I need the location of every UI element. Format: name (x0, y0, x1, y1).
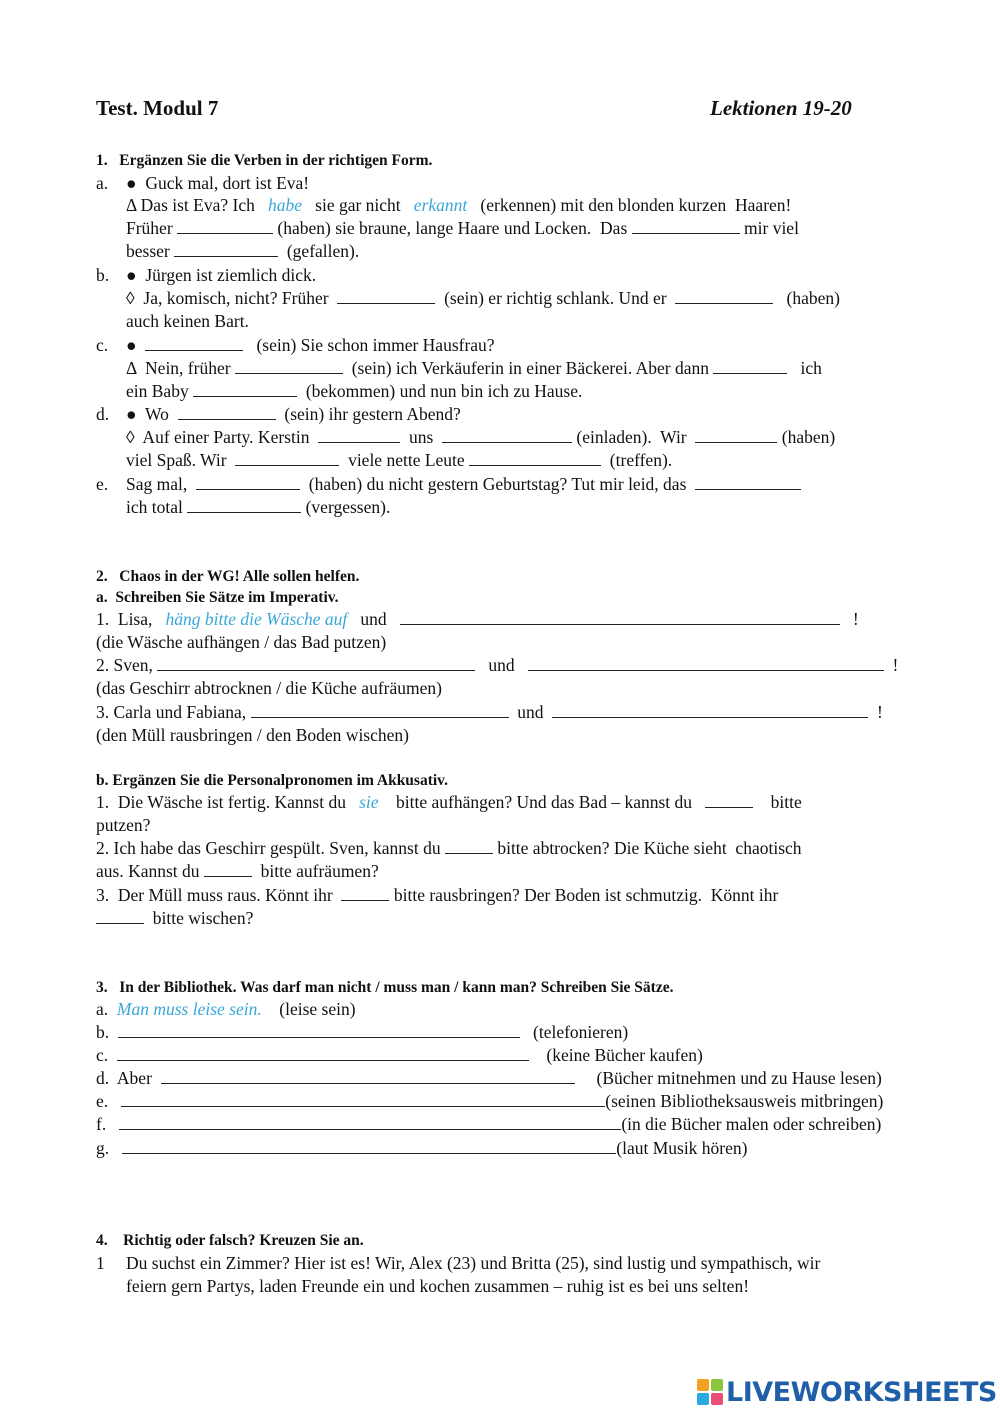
item-1a-line1: ● Guck mal, dort ist Eva! (126, 173, 310, 193)
blank-input[interactable] (337, 287, 435, 304)
pronoun-3-line1: 3. Der Müll muss raus. Könnt ihr bitte rausbringen? Der Boden ist schmutzig. Könnt ihr (96, 885, 779, 905)
item-1e-label: e. (96, 474, 109, 494)
text-1-line2: feiern gern Partys, laden Freunde ein und kochen zusammen – ruhig ist es bei uns selten! (126, 1276, 750, 1296)
item-1c-line1: ● (sein) Sie schon immer Hausfrau? (126, 335, 495, 355)
blank-input[interactable] (695, 473, 801, 490)
item-1d-line3: viel Spaß. Wir viele nette Leute (treffen). (126, 450, 673, 470)
item-1d-line2: ◊ Auf einer Party. Kerstin uns (einladen). Wir (haben) (126, 427, 836, 447)
pronoun-2-line1: 2. Ich habe das Geschirr gespült. Sven, kannst du bitte abtrocken? Die Küche sieht chaotisch (96, 838, 802, 858)
item-1a-label: a. (96, 173, 109, 193)
logo-square (711, 1393, 723, 1405)
library-row-g: g. (laut Musik hören) (96, 1138, 748, 1158)
pronoun-1-line1: 1. Die Wäsche ist fertig. Kannst du sie bitte aufhängen? Und das Bad – kannst du bitte (96, 792, 802, 812)
item-1e-line2: ich total (vergessen). (126, 497, 391, 517)
blank-input[interactable] (118, 1021, 520, 1038)
item-1b-line3: auch keinen Bart. (126, 311, 249, 331)
item-1c-line3: ein Baby (bekommen) und nun bin ich zu Hause. (126, 381, 583, 401)
library-row-a: a. Man muss leise sein. (leise sein) (96, 999, 356, 1019)
page-title: Test. Modul 7 (96, 96, 219, 120)
library-row-e: e. (seinen Bibliotheksausweis mitbringen) (96, 1091, 884, 1111)
blank-input[interactable] (251, 701, 509, 718)
imperative-hint-1: (die Wäsche aufhängen / das Bad putzen) (96, 632, 387, 652)
liveworksheets-logo (697, 1377, 997, 1407)
item-1c-line2: Δ Nein, früher (sein) ich Verkäuferin in einer Bäckerei. Aber dann ich (126, 358, 822, 378)
answer-habe: habe (267, 195, 303, 215)
blank-input[interactable] (341, 884, 389, 901)
blank-input[interactable] (193, 380, 297, 397)
logo-square (697, 1393, 709, 1405)
lessons-label: Lektionen 19-20 (710, 96, 852, 120)
blank-input[interactable] (235, 357, 343, 374)
item-1a-line2: Δ Das ist Eva? Ich habe sie gar nicht erkannt (erkennen) mit den blonden kurzen Haaren! (126, 195, 792, 215)
item-1b-line2: ◊ Ja, komisch, nicht? Früher (sein) er richtig schlank. Und er (haben) (126, 288, 840, 308)
logo-squares-icon (697, 1379, 723, 1405)
blank-input[interactable] (96, 907, 144, 924)
item-1c-label: c. (96, 335, 109, 355)
item-1b-line1: ● Jürgen ist ziemlich dick. (126, 265, 317, 285)
section-1-heading: 1. Ergänzen Sie die Verben in der richtigen Form. (96, 152, 433, 169)
blank-input[interactable] (445, 837, 493, 854)
blank-input[interactable] (552, 701, 868, 718)
blank-input[interactable] (713, 357, 787, 374)
imperative-row-1: 1. Lisa, häng bitte die Wäsche auf und ! (96, 609, 859, 629)
logo-square (697, 1379, 709, 1391)
blank-input[interactable] (161, 1067, 575, 1084)
pronoun-1-line2: putzen? (96, 815, 151, 835)
pronoun-2-line2: aus. Kannst du bitte aufräumen? (96, 861, 379, 881)
blank-input[interactable] (117, 1044, 529, 1061)
blank-input[interactable] (705, 791, 753, 808)
blank-input[interactable] (122, 1137, 616, 1154)
blank-input[interactable] (187, 496, 301, 513)
blank-input[interactable] (675, 287, 773, 304)
answer-sie: sie (359, 792, 379, 812)
imperative-row-3: 3. Carla und Fabiana, und ! (96, 702, 883, 722)
item-1d-line1: ● Wo (sein) ihr gestern Abend? (126, 404, 461, 424)
text-1-number: 1 (96, 1253, 105, 1273)
imperative-hint-3: (den Müll rausbringen / den Boden wischen) (96, 725, 409, 745)
logo-square (711, 1379, 723, 1391)
item-1a-line4: besser (gefallen). (126, 241, 360, 261)
blank-input[interactable] (178, 403, 276, 420)
blank-input[interactable] (632, 217, 740, 234)
section-2-heading: 2. Chaos in der WG! Alle sollen helfen. (96, 568, 360, 585)
blank-input[interactable] (318, 426, 400, 443)
blank-input[interactable] (204, 860, 252, 877)
item-1d-label: d. (96, 404, 110, 424)
blank-input[interactable] (235, 449, 339, 466)
blank-input[interactable] (400, 608, 840, 625)
library-row-b: b. (telefonieren) (96, 1022, 629, 1042)
answer-leise: Man muss leise sein. (116, 999, 262, 1019)
blank-input[interactable] (442, 426, 572, 443)
imperative-hint-2: (das Geschirr abtrocknen / die Küche aufräumen) (96, 678, 442, 698)
item-1a-line3: Früher (haben) sie braune, lange Haare und Locken. Das mir viel (126, 218, 799, 238)
answer-erkannt: erkannt (413, 195, 468, 215)
blank-input[interactable] (469, 449, 601, 466)
section-2a-heading: a. Schreiben Sie Sätze im Imperativ. (96, 589, 339, 606)
blank-input[interactable] (177, 217, 273, 234)
blank-input[interactable] (528, 654, 884, 671)
blank-input[interactable] (145, 334, 243, 351)
item-1e-line1: Sag mal, (haben) du nicht gestern Geburtstag? Tut mir leid, das (126, 473, 801, 495)
blank-input[interactable] (119, 1113, 621, 1130)
blank-input[interactable] (196, 473, 300, 490)
text-1-line1: Du suchst ein Zimmer? Hier ist es! Wir, Alex (23) und Britta (25), sind lustig und sympathisch, wir (126, 1253, 821, 1273)
blank-input[interactable] (174, 240, 278, 257)
answer-lisa: häng bitte die Wäsche auf (165, 609, 348, 629)
library-row-f: f. (in die Bücher malen oder schreiben) (96, 1114, 882, 1134)
blank-input[interactable] (157, 654, 475, 671)
library-row-c: c. (keine Bücher kaufen) (96, 1045, 703, 1065)
imperative-row-2: 2. Sven, und ! (96, 655, 899, 675)
pronoun-3-line2: bitte wischen? (96, 907, 253, 929)
library-row-d: d. Aber (Bücher mitnehmen und zu Hause lesen) (96, 1068, 882, 1088)
logo-text: LIVEWORKSHEETS (726, 1376, 997, 1408)
blank-input[interactable] (695, 426, 777, 443)
blank-input[interactable] (121, 1090, 605, 1107)
section-3-heading: 3. In der Bibliothek. Was darf man nicht / muss man / kann man? Schreiben Sie Sätze. (96, 979, 674, 996)
item-1b-label: b. (96, 265, 110, 285)
section-2b-heading: b. Ergänzen Sie die Personalpronomen im Akkusativ. (96, 772, 448, 789)
section-4-heading: 4. Richtig oder falsch? Kreuzen Sie an. (96, 1232, 364, 1249)
